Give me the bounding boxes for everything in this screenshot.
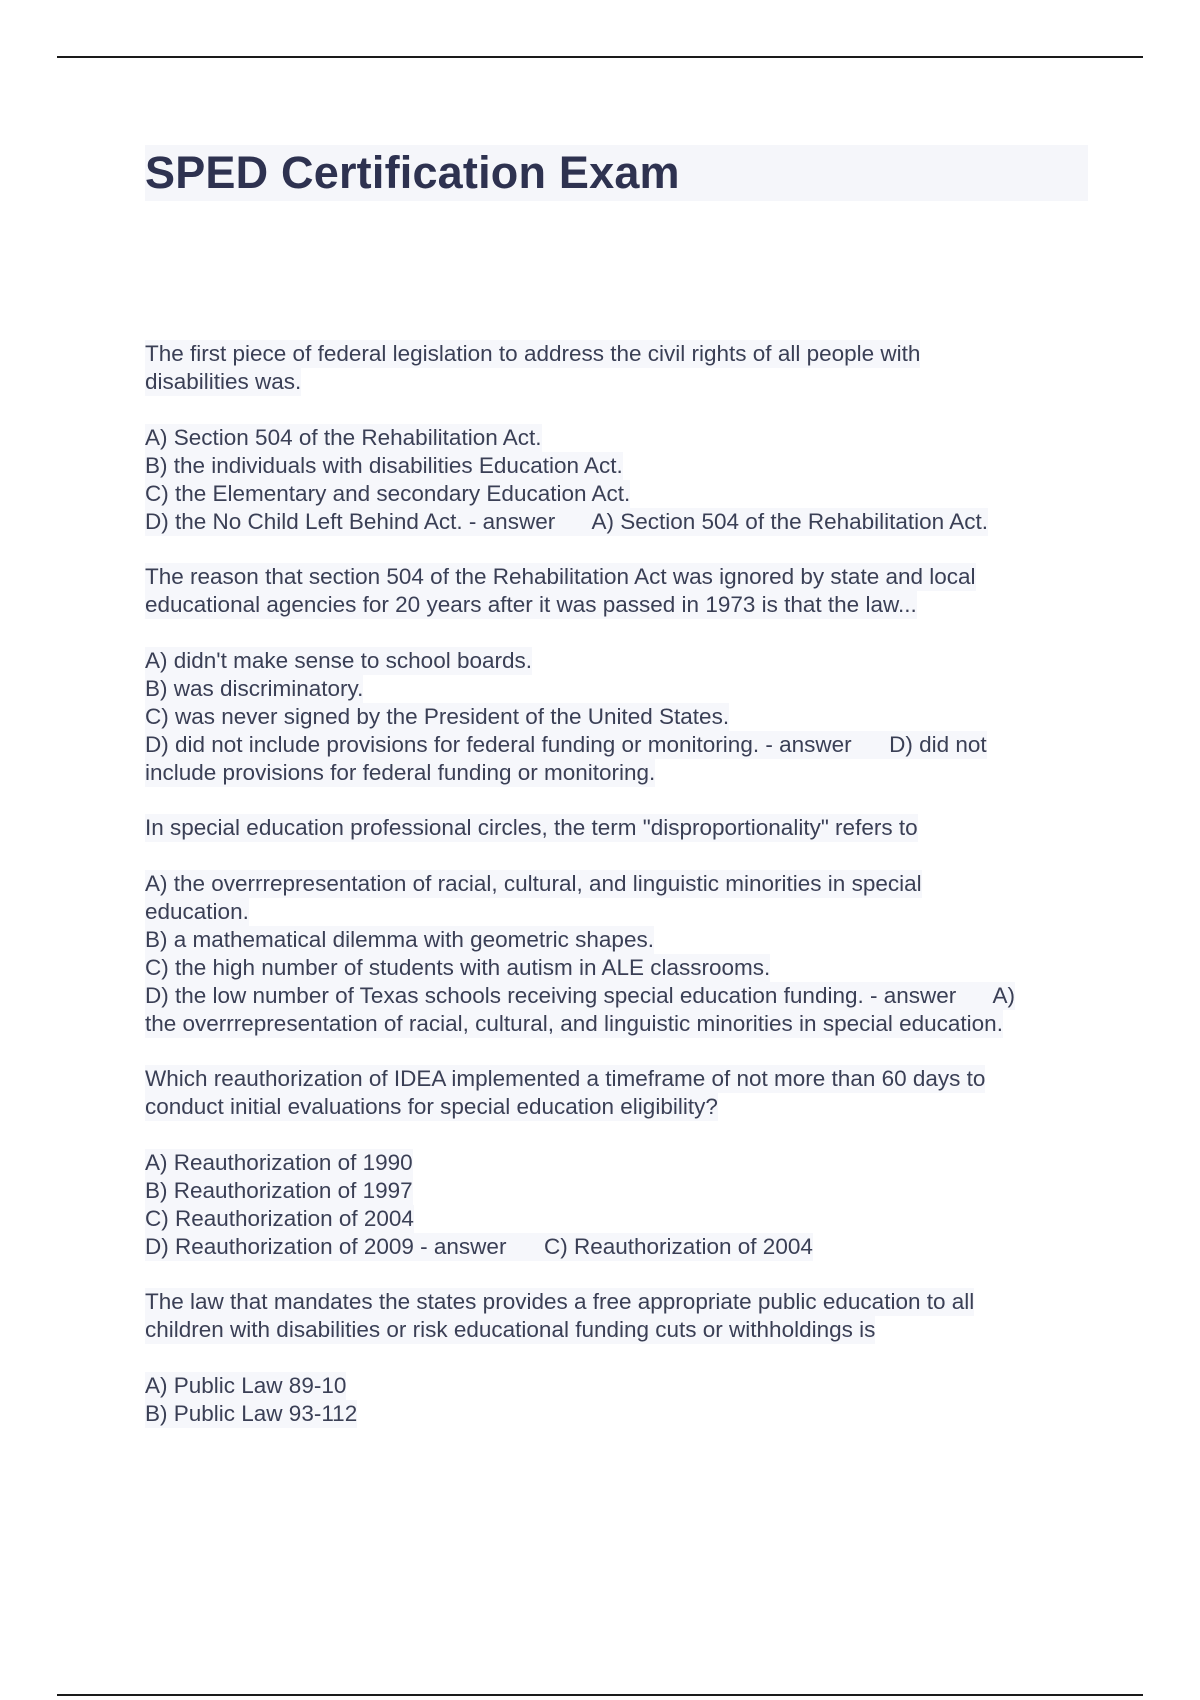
question-text: In special education professional circles, the term "disproportionality" refers to: [145, 815, 918, 840]
page-title: SPED Certification Exam: [145, 147, 680, 198]
question-list: [145, 340, 1105, 1455]
bottom-rule: [57, 1694, 1143, 1696]
question-text: Which reauthorization of IDEA implemented a timeframe of not more than 60 days to: [145, 1066, 986, 1091]
question-block: [145, 1065, 1105, 1261]
question-block: [145, 1288, 1105, 1428]
answer-option: A) Reauthorization of 1990: [145, 1150, 413, 1175]
answer-option: C) Reauthorization of 2004: [145, 1206, 414, 1231]
answer-option: B) a mathematical dilemma with geometric shapes.: [145, 927, 654, 952]
question-text: children with disabilities or risk educational funding cuts or withholdings is: [145, 1317, 876, 1342]
answer-option: A) Public Law 89-10: [145, 1373, 347, 1398]
question-text: educational agencies for 20 years after it was passed in 1973 is that the law...: [145, 592, 917, 617]
question-block: [145, 563, 1105, 787]
answer-option: B) Reauthorization of 1997: [145, 1178, 413, 1203]
question-text: The law that mandates the states provides a free appropriate public education to all: [145, 1289, 975, 1314]
answer-option: A) the overrrepresentation of racial, cultural, and linguistic minorities in special: [145, 871, 922, 896]
answer-option-with-answer: D) the No Child Left Behind Act. - answer A) Section 504 of the Rehabilitation Act.: [145, 509, 988, 534]
answer-option: C) the high number of students with autism in ALE classrooms.: [145, 955, 771, 980]
question-text: disabilities was.: [145, 369, 302, 394]
top-rule: [57, 56, 1143, 58]
answer-option: A) Section 504 of the Rehabilitation Act.: [145, 425, 542, 450]
answer-option-with-answer: D) did not include provisions for federal funding or monitoring. - answer D) did not: [145, 732, 987, 757]
answer-option-with-answer: D) Reauthorization of 2009 - answer C) Reauthorization of 2004: [145, 1234, 813, 1259]
answer-option: C) the Elementary and secondary Education Act.: [145, 481, 631, 506]
answer-option: education.: [145, 899, 249, 924]
question-block: [145, 340, 1105, 536]
answer-text: include provisions for federal funding or monitoring.: [145, 760, 656, 785]
answer-option-with-answer: D) the low number of Texas schools receiving special education funding. - answer A): [145, 983, 1016, 1008]
answer-option: A) didn't make sense to school boards.: [145, 648, 533, 673]
answer-option: B) the individuals with disabilities Education Act.: [145, 453, 623, 478]
question-text: conduct initial evaluations for special education eligibility?: [145, 1094, 718, 1119]
answer-text: the overrrepresentation of racial, cultural, and linguistic minorities in special education.: [145, 1011, 1003, 1036]
question-text: The first piece of federal legislation to address the civil rights of all people with: [145, 341, 921, 366]
answer-option: C) was never signed by the President of the United States.: [145, 704, 730, 729]
answer-option: B) was discriminatory.: [145, 676, 364, 701]
answer-option: B) Public Law 93-112: [145, 1401, 358, 1426]
question-block: [145, 814, 1105, 1038]
question-text: The reason that section 504 of the Rehabilitation Act was ignored by state and local: [145, 564, 976, 589]
